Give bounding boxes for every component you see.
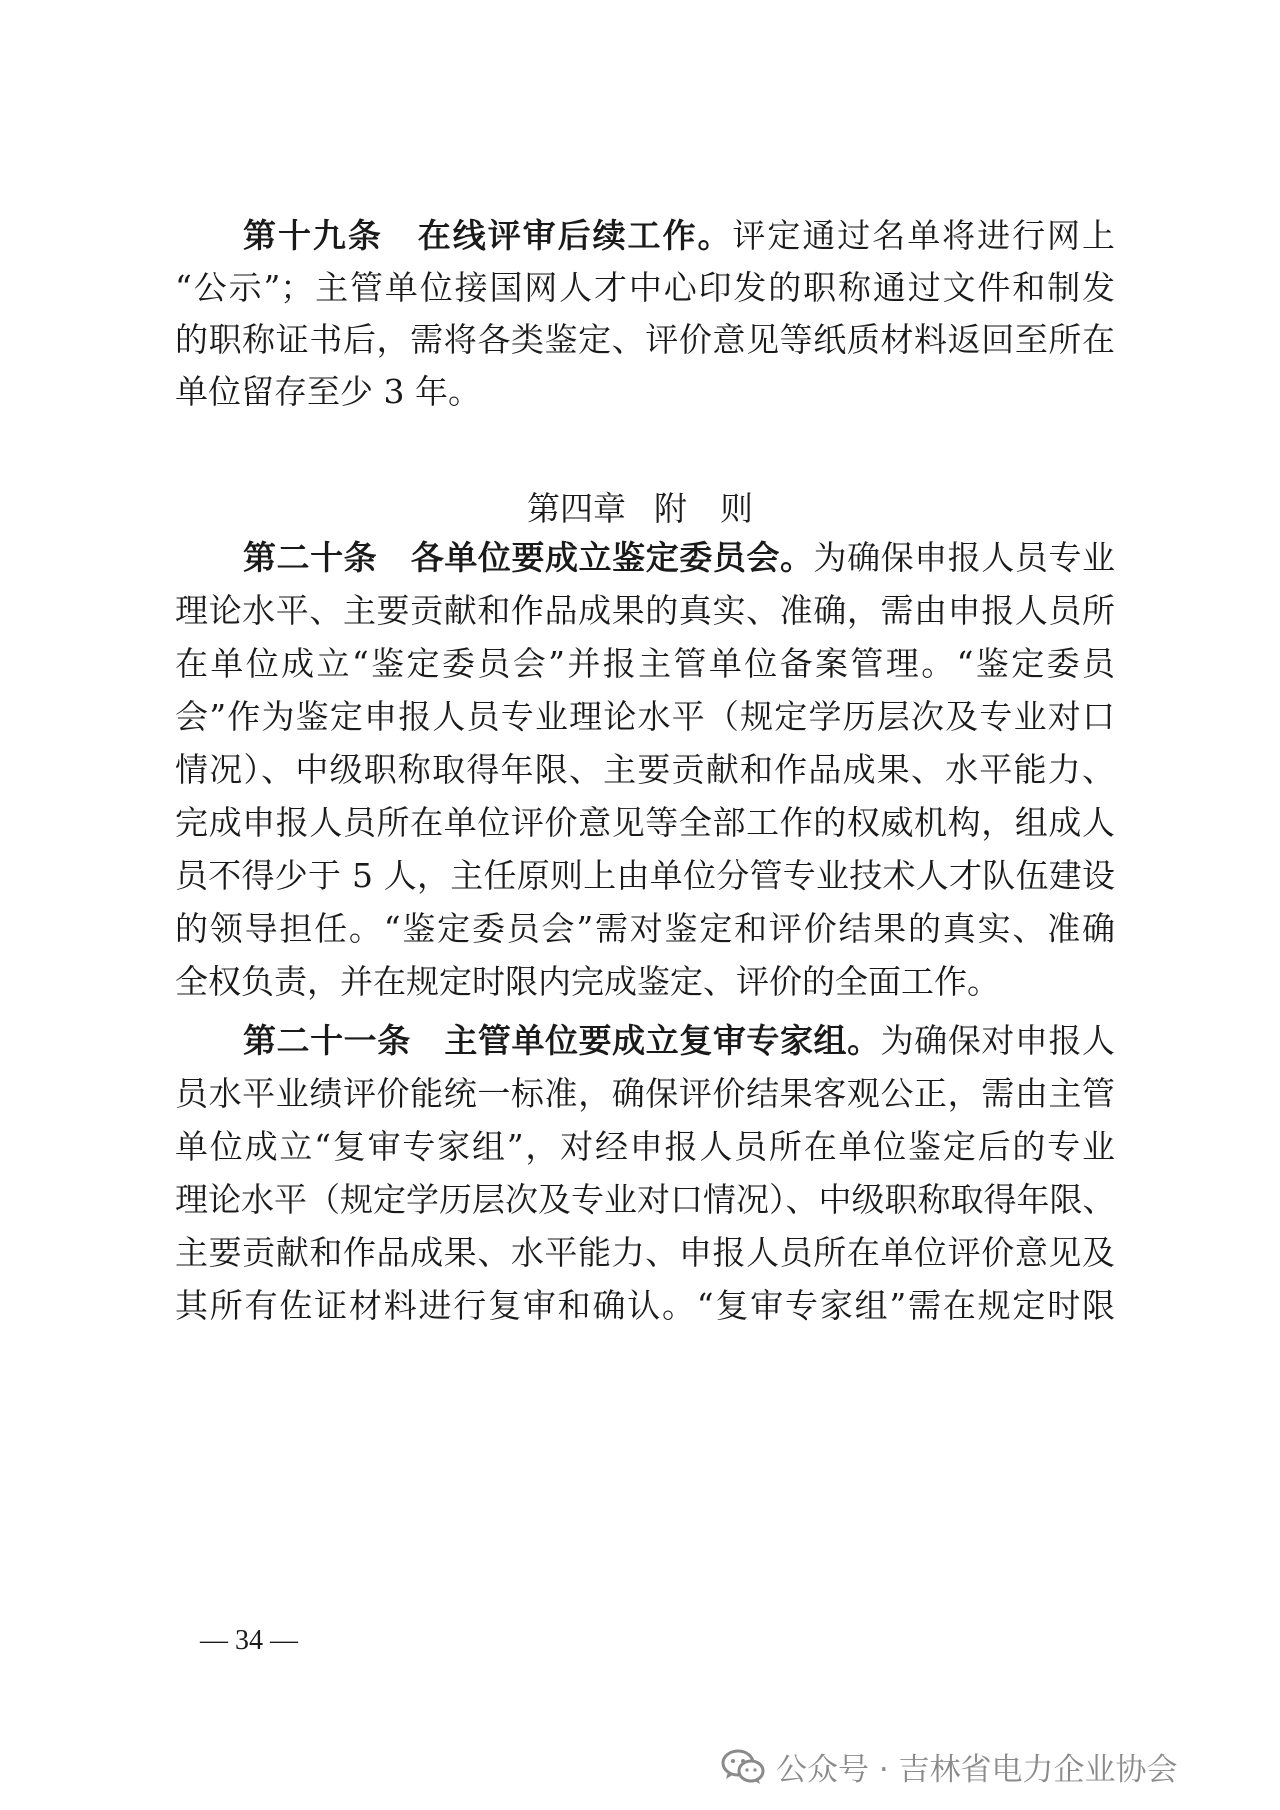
watermark	[720, 1744, 1178, 1789]
chapter-title: 第四章	[527, 489, 626, 528]
article-20-line-4: 会”作为鉴定申报人员专业理论水平（规定学历层次及专业对口	[175, 697, 1115, 736]
article-21-title: 第二十一条 主管单位要成立复审专家组。	[243, 1021, 881, 1060]
article-19-line-3: 的职称证书后，需将各类鉴定、评价意见等纸质材料返回至所在	[175, 320, 1115, 359]
article-20-line-5: 情况）、中级职称取得年限、主要贡献和作品成果、水平能力、	[175, 750, 1115, 789]
article-21-line-1	[243, 1021, 1116, 1060]
wechat-icon	[720, 1747, 766, 1787]
article-20-line-8: 的领导担任。“鉴定委员会”需对鉴定和评价结果的真实、准确	[175, 909, 1115, 948]
article-19-title: 第十九条 在线评审后续工作。	[243, 216, 733, 255]
article-21-line-6: 其所有佐证材料进行复审和确认。“复审专家组”需在规定时限	[175, 1286, 1115, 1325]
chapter-subtitle: 附 则	[654, 489, 753, 528]
chapter-heading	[0, 489, 1280, 528]
watermark-text: 公众号 · 吉林省电力企业协会	[776, 1752, 1178, 1788]
article-21-line-4: 理论水平（规定学历层次及专业对口情况）、中级职称取得年限、	[175, 1180, 1116, 1219]
article-21-line-5: 主要贡献和作品成果、水平能力、申报人员所在单位评价意见及	[175, 1233, 1115, 1272]
article-19-text-1: 评定通过名单将进行网上	[732, 216, 1116, 255]
article-20-line-6: 完成申报人员所在单位评价意见等全部工作的权威机构，组成人	[175, 803, 1115, 842]
article-20-line-1	[243, 538, 1116, 577]
article-20-line-3: 在单位成立“鉴定委员会”并报主管单位备案管理。“鉴定委员	[175, 644, 1115, 683]
article-19-line-4: 单位留存至少 3 年。	[175, 372, 481, 411]
page-number: — 34 —	[200, 1625, 298, 1656]
article-21-line-2: 员水平业绩评价能统一标准，确保评价结果客观公正，需由主管	[175, 1074, 1115, 1113]
article-20-text-1: 为确保申报人员专业	[813, 538, 1116, 577]
article-21-line-3: 单位成立“复审专家组”，对经申报人员所在单位鉴定后的专业	[175, 1127, 1115, 1166]
article-20-line-7: 员不得少于 5 人，主任原则上由单位分管专业技术人才队伍建设	[175, 856, 1115, 895]
article-20-title: 第二十条 各单位要成立鉴定委员会。	[243, 538, 814, 577]
article-20-line-2: 理论水平、主要贡献和作品成果的真实、准确，需由申报人员所	[175, 591, 1115, 630]
article-19-line-2: “公示”；主管单位接国网人才中心印发的职称通过文件和制发	[175, 268, 1115, 307]
article-19-line-1	[243, 216, 1116, 255]
article-21-text-1: 为确保对申报人	[880, 1021, 1116, 1060]
article-20-line-9: 全权负责，并在规定时限内完成鉴定、评价的全面工作。	[175, 962, 1000, 1001]
